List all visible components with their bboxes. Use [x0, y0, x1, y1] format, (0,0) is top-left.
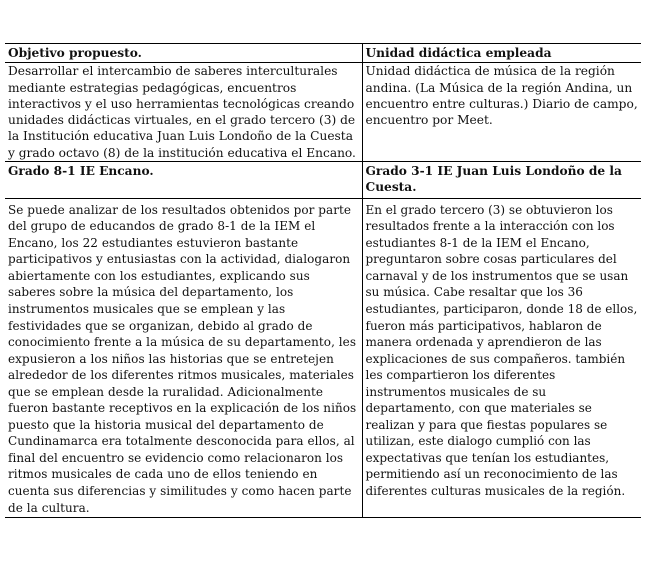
table-header-row — [5, 44, 641, 63]
table-row — [5, 198, 641, 517]
grade-8-results-cell: Se puede analizar de los resultados obtenidos por parte del grupo de educandos de grado 8-1 de la IEM el Encano, los 22 estudiantes estuvieron bastante participativos y entusiastas con la actividad, dialogaron abiertamente con los estudiantes, explicando sus saberes sobre la música del departamento, los instrumentos musicales que se emplean y las festividades que se organizan, debido al grado de conocimiento frente a la música de su departamento, les expusieron a los niños las historias que se entretejen alrededor de los diferentes ritmos musicales, materiales que se emplean desde la ruralidad. Adicionalmente fueron bastante receptivos en la explicación de los niños puesto que la historia musical del departamento de Cundinamarca era totalmente desconocida para ellos, al final del encuentro se evidencio como relacionaron los ritmos musicales de cada uno de ellos teniendo en cuenta sus diferencias y similitudes y como hacen parte de la cultura. — [5, 198, 362, 517]
grade-8-heading: Grado 8-1 IE Encano. — [5, 162, 362, 199]
unit-header: Unidad didáctica empleada — [362, 44, 641, 63]
objective-header: Objetivo propuesto. — [5, 44, 362, 63]
table-row — [5, 63, 641, 162]
grade-3-heading: Grado 3-1 IE Juan Luis Londoño de la Cuesta. — [362, 162, 641, 199]
unit-cell: Unidad didáctica de música de la región andina. (La Música de la región Andina, un encuentro entre culturas.) Diario de campo, encuentro por Meet. — [362, 63, 641, 162]
results-table — [5, 43, 641, 518]
grade-heading-row — [5, 162, 641, 199]
grade-3-results-cell: En el grado tercero (3) se obtuvieron los resultados frente a la interacción con los estudiantes 8-1 de la IEM el Encano, preguntaron sobre cosas particulares del carnaval y de los instrumentos que se usan su música. Cabe resaltar que los 36 estudiantes, participaron, donde 18 de ellos, fueron más participativos, hablaron de manera ordenada y aprendieron de las explicaciones de sus compañeros. también les compartieron los diferentes instrumentos musicales de su departamento, con que materiales se realizan y para que fiestas populares se utilizan, este dialogo cumplió con las expectativas que tenían los estudiantes, permitiendo así un reconocimiento de las diferentes culturas musicales de la región. — [362, 198, 641, 517]
objective-cell: Desarrollar el intercambio de saberes interculturales mediante estrategias pedagógicas, encuentros interactivos y el uso herramientas tecnológicas creando unidades didácticas virtuales, en el grado tercero (3) de la Institución educativa Juan Luis Londoño de la Cuesta y grado octavo (8) de la institución educativa el Encano. — [5, 63, 362, 162]
